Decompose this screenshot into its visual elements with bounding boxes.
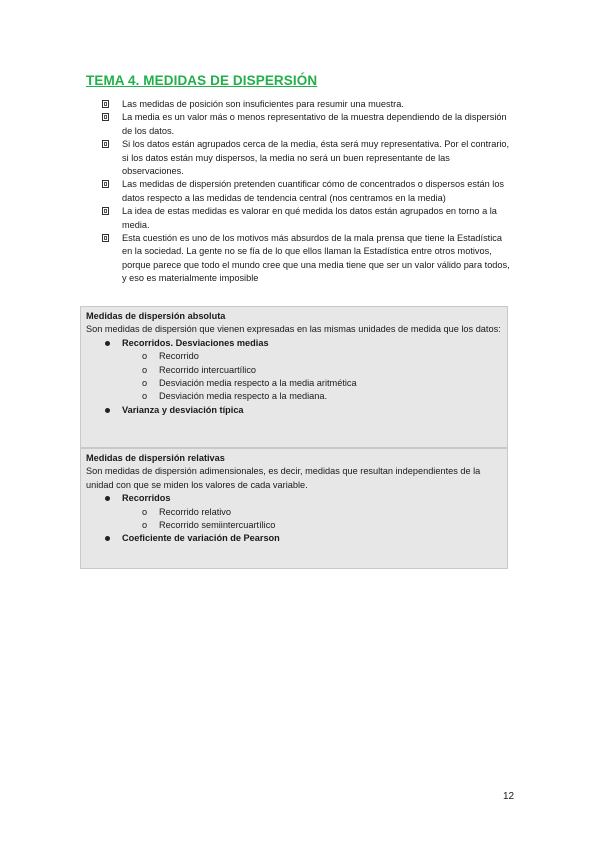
page-number: 12 bbox=[503, 791, 515, 802]
sub-bullet-marker: o bbox=[142, 520, 148, 531]
box-description: Son medidas de dispersión adimensionales, es decir, medidas que resultan independientes de la unidad con que se miden los valores de cada variable. bbox=[86, 466, 481, 490]
intro-bullet-list bbox=[102, 98, 514, 286]
group-heading: Varianza y desviación típica bbox=[86, 404, 502, 417]
group-heading: Recorridos. Desviaciones medias bbox=[86, 337, 502, 350]
sub-bullet-marker: o bbox=[142, 364, 148, 375]
sub-item: o Recorrido bbox=[86, 350, 502, 363]
list-item: La media es un valor más o menos representativo de la muestra dependiendo de la dispersión de los datos. bbox=[102, 111, 514, 138]
sub-item: o Recorrido intercuartílico bbox=[86, 364, 502, 377]
checkbox-bullet-icon bbox=[102, 113, 109, 121]
sub-bullet-marker: o bbox=[142, 506, 148, 517]
checkbox-bullet-icon bbox=[102, 180, 109, 188]
sub-item: o Recorrido semiintercuartílico bbox=[86, 519, 502, 532]
checkbox-bullet-icon bbox=[102, 140, 109, 148]
group-heading: Recorridos bbox=[86, 492, 502, 505]
sub-item: o Desviación media respecto a la media aritmética bbox=[86, 377, 502, 390]
bullet-dot-icon bbox=[105, 341, 110, 346]
checkbox-bullet-icon bbox=[102, 100, 109, 108]
checkbox-bullet-icon bbox=[102, 234, 109, 242]
sub-bullet-marker: o bbox=[142, 351, 148, 362]
group-heading: Coeficiente de variación de Pearson bbox=[86, 532, 502, 545]
list-item: Si los datos están agrupados cerca de la media, ésta será muy representativa. Por el contrario, si los datos están muy dispersos, la media no será un buen representante de las observaciones. bbox=[102, 138, 514, 178]
sub-item: o Recorrido relativo bbox=[86, 506, 502, 519]
sub-item: o Desviación media respecto a la mediana. bbox=[86, 390, 502, 403]
page-title: TEMA 4. MEDIDAS DE DISPERSIÓN bbox=[86, 73, 318, 88]
sub-bullet-marker: o bbox=[142, 391, 148, 402]
list-item: Las medidas de posición son insuficientes para resumir una muestra. bbox=[102, 98, 514, 111]
bullet-dot-icon bbox=[105, 536, 110, 541]
relative-dispersion-box bbox=[80, 448, 508, 569]
box-title: Medidas de dispersión relativas bbox=[86, 453, 225, 463]
box-description: Son medidas de dispersión que vienen expresadas en las mismas unidades de medida que los datos: bbox=[86, 324, 501, 335]
list-item: La idea de estas medidas es valorar en qué medida los datos están agrupados en torno a la media. bbox=[102, 205, 514, 232]
list-item: Esta cuestión es uno de los motivos más absurdos de la mala prensa que tiene la Estadística en la sociedad. La gente no se fía de lo que ellos llaman la Estadística entre otros motivos, porque parece que todo el mundo cree que una media tiene que ser un valor válido para todos, y eso es materialmente imposible bbox=[102, 232, 514, 286]
list-item: Las medidas de dispersión pretenden cuantificar cómo de concentrados o dispersos están los datos respecto a las medidas de tendencia central (nos centramos en la media) bbox=[102, 178, 514, 205]
checkbox-bullet-icon bbox=[102, 207, 109, 215]
absolute-dispersion-box bbox=[80, 306, 508, 448]
box-title: Medidas de dispersión absoluta bbox=[86, 311, 226, 321]
bullet-dot-icon bbox=[105, 408, 110, 413]
sub-bullet-marker: o bbox=[142, 378, 148, 389]
bullet-dot-icon bbox=[105, 496, 110, 501]
